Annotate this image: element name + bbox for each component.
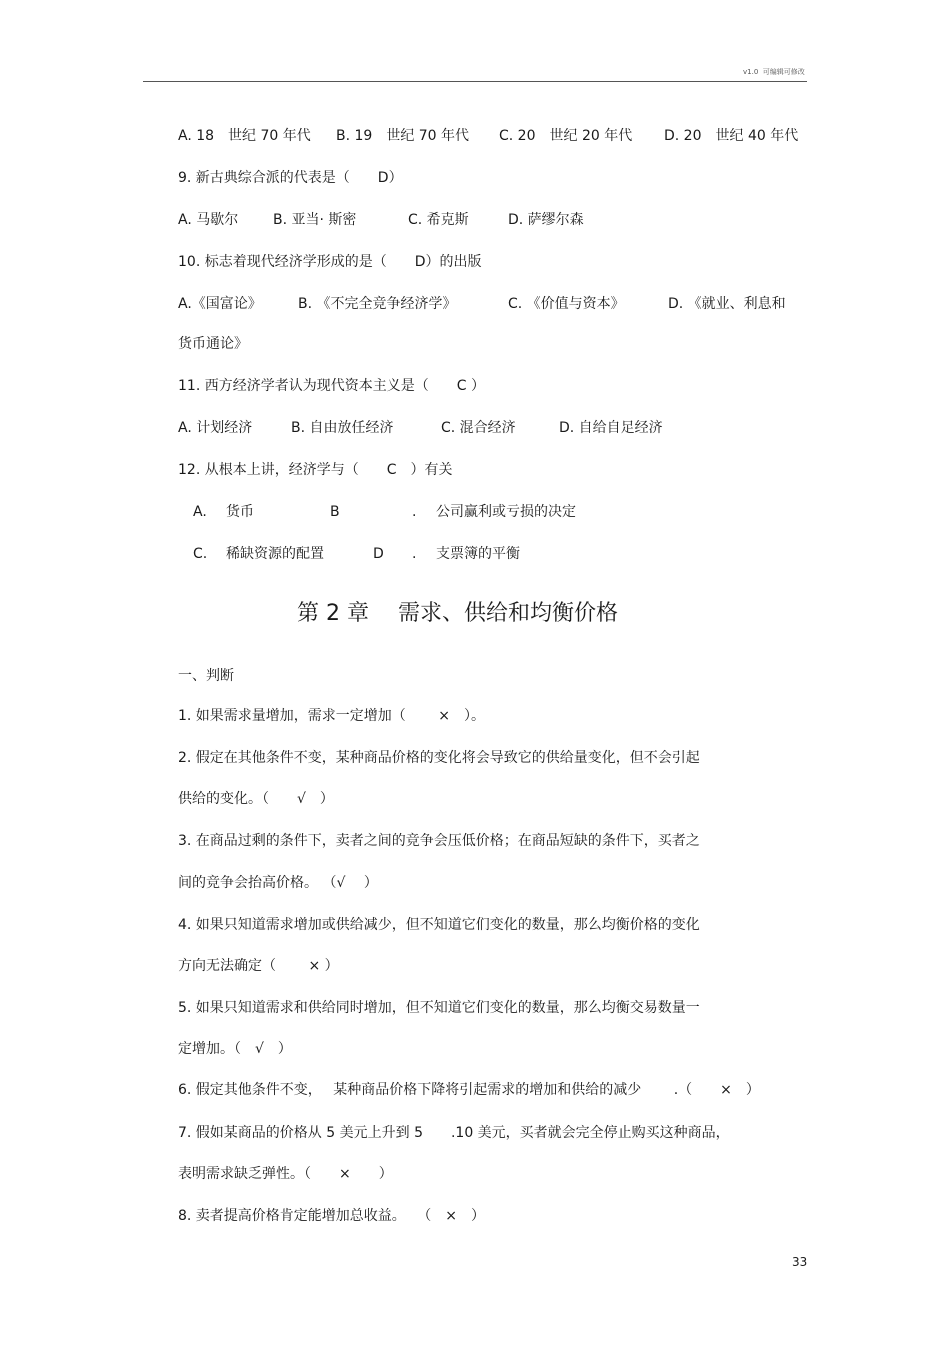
header-note: v1.0 可编辑可修改	[743, 68, 805, 76]
tf-item-7-cont: 表明需求缺乏弹性。（ × ）	[178, 1166, 393, 1182]
q8-option-a: A. 18 世纪 70 年代	[178, 128, 311, 144]
q10-option-c: C. 《价值与资本》	[508, 296, 625, 312]
tf-item-1: 1. 如果需求量增加，需求一定增加（ × ）。	[178, 708, 485, 724]
q12-question: 12. 从根本上讲，经济学与（ C ）有关	[178, 462, 453, 478]
q10-option-d: D. 《就业、利息和	[668, 296, 786, 312]
q11-option-a: A. 计划经济	[178, 420, 253, 436]
q11-option-d: D. 自给自足经济	[559, 420, 663, 436]
q8-option-b: B. 19 世纪 70 年代	[336, 128, 470, 144]
q11-question: 11. 西方经济学者认为现代资本主义是（ C ）	[178, 378, 485, 394]
tf-item-6: 6. 假定其他条件不变， 某种商品价格下降将引起需求的增加和供给的减少 .（ × ）	[178, 1082, 760, 1098]
chapter-title: 需求、供给和均衡价格	[398, 601, 619, 626]
tf-item-8: 8. 卖者提高价格肯定能增加总收益。 （ × ）	[178, 1208, 485, 1224]
chapter-number: 第 2 章	[297, 601, 369, 626]
tf-item-2-cont: 供给的变化。（ √ ）	[178, 791, 334, 807]
q12-option-d-text: 支票簿的平衡	[436, 546, 520, 562]
tf-item-7: 7. 假如某商品的价格从 5 美元上升到 5 .10 美元，买者就会完全停止购买这种商品，	[178, 1125, 730, 1141]
tf-item-3: 3. 在商品过剩的条件下，卖者之间的竞争会压低价格；在商品短缺的条件下，买者之	[178, 833, 700, 849]
q12-option-b-text: 公司赢利或亏损的决定	[436, 504, 576, 520]
section-heading: 一、判断	[178, 668, 234, 684]
q12-option-a-text: 货币	[226, 504, 254, 520]
tf-item-5-cont: 定增加。（ √ ）	[178, 1041, 292, 1057]
header-rule	[143, 81, 807, 82]
q10-continuation: 货币通论》	[178, 336, 248, 352]
q9-option-c: C. 希克斯	[408, 212, 469, 228]
q12-option-d-letter: D	[373, 546, 384, 562]
q9-option-b: B. 亚当· 斯密	[273, 212, 357, 228]
q12-option-a-letter: A.	[193, 504, 207, 520]
q11-option-c: C. 混合经济	[441, 420, 516, 436]
tf-item-4: 4. 如果只知道需求增加或供给减少，但不知道它们变化的数量，那么均衡价格的变化	[178, 917, 700, 933]
q9-option-a: A. 马歇尔	[178, 212, 239, 228]
q12-option-b-dot: .	[412, 504, 417, 520]
q10-question: 10. 标志着现代经济学形成的是（ D）的出版	[178, 254, 482, 270]
q8-option-d: D. 20 世纪 40 年代	[664, 128, 799, 144]
page-number: 33	[792, 1255, 808, 1269]
q12-option-c-letter: C.	[193, 546, 208, 562]
q12-option-d-dot: .	[412, 546, 417, 562]
q10-option-b: B. 《不完全竞争经济学》	[298, 296, 457, 312]
q12-option-b-letter: B	[330, 504, 340, 520]
q8-option-c: C. 20 世纪 20 年代	[499, 128, 633, 144]
tf-item-3-cont: 间的竞争会抬高价格。 （√ ）	[178, 875, 378, 891]
tf-item-5: 5. 如果只知道需求和供给同时增加，但不知道它们变化的数量，那么均衡交易数量一	[178, 1000, 700, 1016]
q9-question: 9. 新古典综合派的代表是（ D）	[178, 170, 403, 186]
q11-option-b: B. 自由放任经济	[291, 420, 394, 436]
q10-option-a: A.《国富论》	[178, 296, 262, 312]
tf-item-4-cont: 方向无法确定（ × ）	[178, 958, 339, 974]
tf-item-2: 2. 假定在其他条件不变，某种商品价格的变化将会导致它的供给量变化，但不会引起	[178, 750, 700, 766]
q12-option-c-text: 稀缺资源的配置	[226, 546, 324, 562]
q9-option-d: D. 萨缪尔森	[508, 212, 584, 228]
